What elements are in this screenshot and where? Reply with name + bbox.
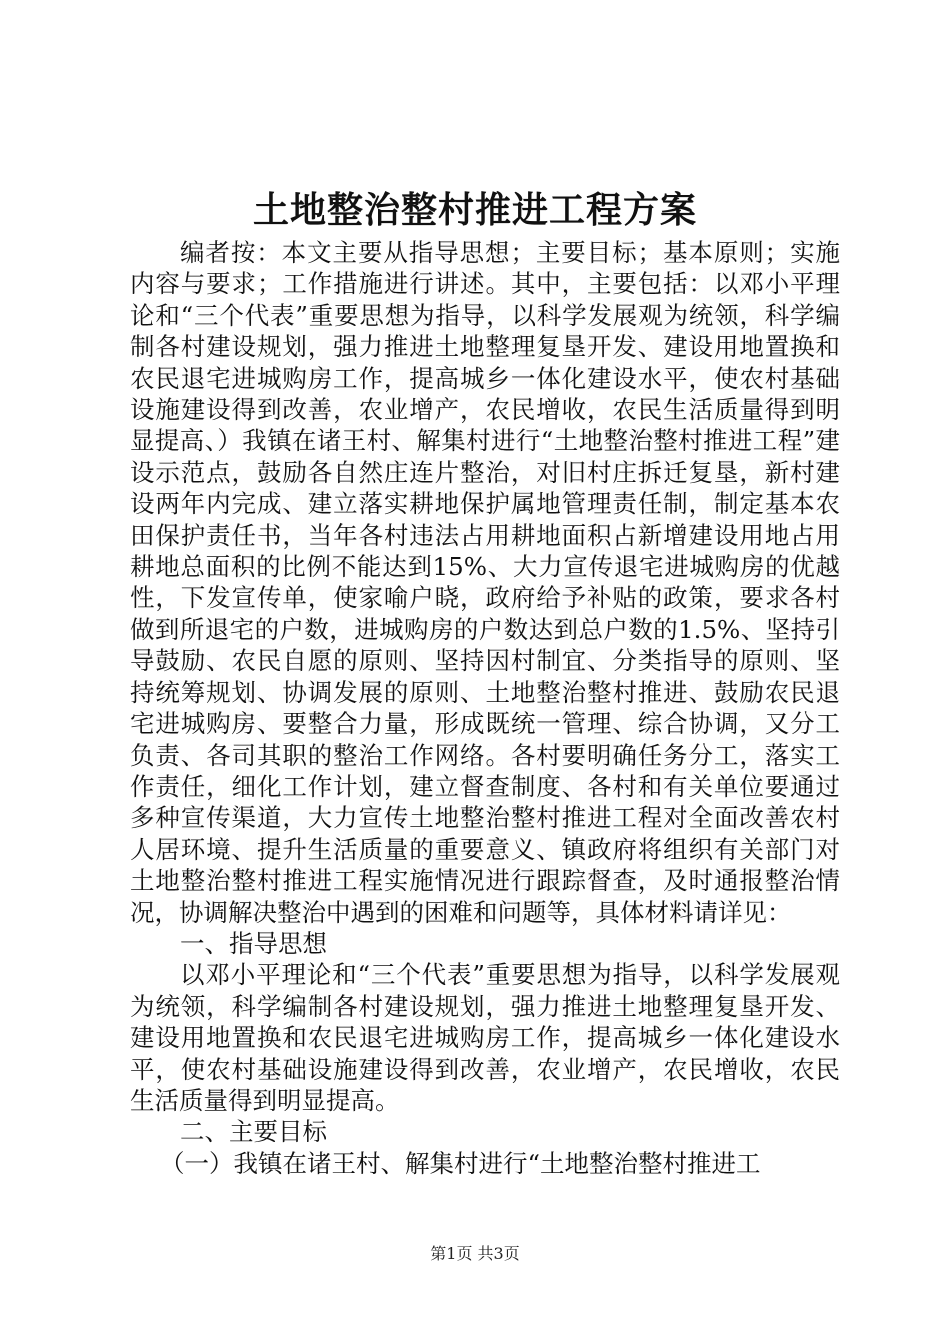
section-heading-main-goals: 二、主要目标: [180, 1117, 327, 1147]
page-footer: 第1页 共3页: [430, 1244, 520, 1263]
main-goal-item-1: （一）我镇在诸王村、解集村进行“土地整治整村推进工: [160, 1148, 761, 1178]
document-body: [130, 237, 840, 1179]
document-title: 土地整治整村推进工程方案: [252, 189, 697, 231]
section-heading-guiding-thought: 一、指导思想: [180, 928, 327, 958]
editor-note-paragraph: 编者按：本文主要从指导思想；主要目标；基本原则；实施内容与要求；工作措施进行讲述。其中，主要包括：以邓小平理论和“三个代表”重要思想为指导，以科学发展观为统领，科学编制各村建设规划，强力推进土地整理复垦开发、建设用地置换和农民退宅进城购房工作，提高城乡一体化建设水平，使农村基础设施建设得到改善，农业增产，农民增收，农民生活质量得到明显提高、）我镇在诸王村、解集村进行“土地整治整村推进工程”建设示范点，鼓励各自然庄连片整治，对旧村庄拆迁复垦，新村建设两年内完成、建立落实耕地保护属地管理责任制，制定基本农田保护责任书，当年各村违法占用耕地面积占新增建设用地占用耕地总面积的比例不能达到15%、大力宣传退宅进城购房的优越性，下发宣传单，使家喻户晓，政府给予补贴的政策，要求各村做到所退宅的户数，进城购房的户数达到总户数的1.5%、坚持引导鼓励、农民自愿的原则、坚持因村制宜、分类指导的原则、坚持统筹规划、协调发展的原则、土地整治整村推进、鼓励农民退宅进城购房、要整合力量，形成既统一管理、综合协调，又分工负责、各司其职的整治工作网络。各村要明确任务分工，落实工作责任，细化工作计划，建立督查制度、各村和有关单位要通过多种宣传渠道，大力宣传土地整治整村推进工程对全面改善农村人居环境、提升生活质量的重要意义、镇政府将组织有关部门对土地整治整村推进工程实施情况进行跟踪督查，及时通报整治情况，协调解决整治中遇到的困难和问题等，具体材料请详见：: [130, 238, 840, 927]
guiding-thought-paragraph: 以邓小平理论和“三个代表”重要思想为指导，以科学发展观为统领，科学编制各村建设规划，强力推进土地整理复垦开发、建设用地置换和农民退宅进城购房工作，提高城乡一体化建设水平，使农村基础设施建设得到改善，农业增产，农民增收，农民生活质量得到明显提高。: [130, 960, 840, 1115]
